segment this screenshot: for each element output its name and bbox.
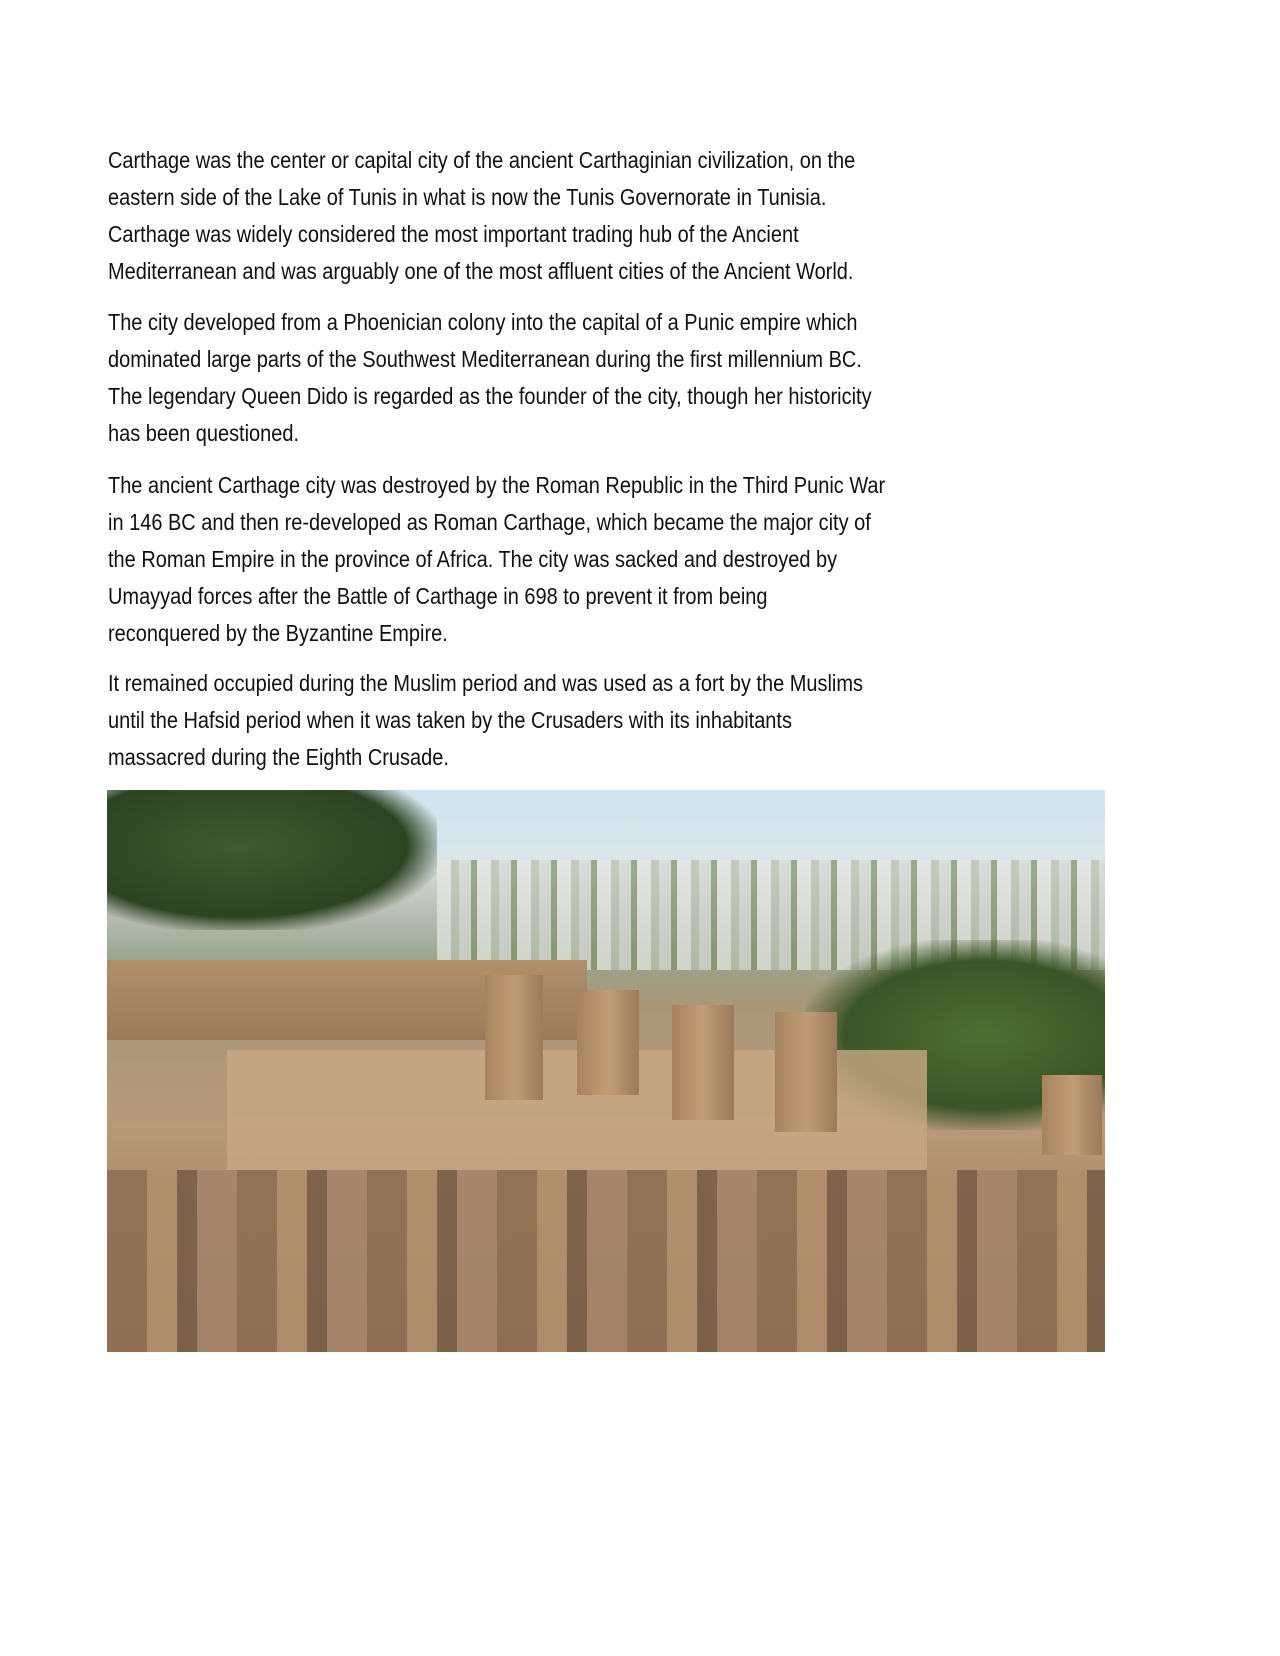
photo-trees-left xyxy=(107,790,437,930)
text-line: in 146 BC and then re-developed as Roman Carthage, which became the major city of xyxy=(108,509,871,535)
text-line: has been questioned. xyxy=(108,420,300,446)
text-line: Carthage was the center or capital city of the ancient Carthaginian civilization, on the xyxy=(108,147,856,173)
text-line: Umayyad forces after the Battle of Carthage in 698 to prevent it from being xyxy=(108,583,768,609)
photo-pillar xyxy=(577,990,639,1095)
photo-pillar xyxy=(485,975,543,1100)
text-line: massacred during the Eighth Crusade. xyxy=(108,744,449,770)
text-line: It remained occupied during the Muslim period and was used as a fort by the Muslims xyxy=(108,670,863,696)
text-line: the Roman Empire in the province of Africa. The city was sacked and destroyed by xyxy=(108,546,838,572)
photo-foreground-ruins xyxy=(107,1170,1105,1352)
photo-pillar xyxy=(775,1012,837,1132)
paragraph-intro xyxy=(108,142,987,290)
carthage-ruins-photo xyxy=(107,790,1105,1352)
text-line: The legendary Queen Dido is regarded as the founder of the city, though her historicity xyxy=(108,383,872,409)
paragraph-origins xyxy=(108,304,1006,452)
text-line: Mediterranean and was arguably one of the most affluent cities of the Ancient World. xyxy=(108,258,854,284)
text-line: The city developed from a Phoenician colony into the capital of a Punic empire which xyxy=(108,309,858,335)
photo-pillar xyxy=(672,1005,734,1120)
text-line: until the Hafsid period when it was taken by the Crusaders with its inhabitants xyxy=(108,707,792,733)
text-line: reconquered by the Byzantine Empire. xyxy=(108,620,448,646)
text-line: The ancient Carthage city was destroyed by the Roman Republic in the Third Punic War xyxy=(108,472,886,498)
photo-pillar xyxy=(1042,1075,1102,1155)
text-line: Carthage was widely considered the most important trading hub of the Ancient xyxy=(108,221,799,247)
text-line: dominated large parts of the Southwest Mediterranean during the first millennium BC. xyxy=(108,346,862,372)
paragraph-destruction xyxy=(108,467,1022,652)
text-line: eastern side of the Lake of Tunis in what is now the Tunis Governorate in Tunisia. xyxy=(108,184,827,210)
paragraph-later-history xyxy=(108,665,996,776)
